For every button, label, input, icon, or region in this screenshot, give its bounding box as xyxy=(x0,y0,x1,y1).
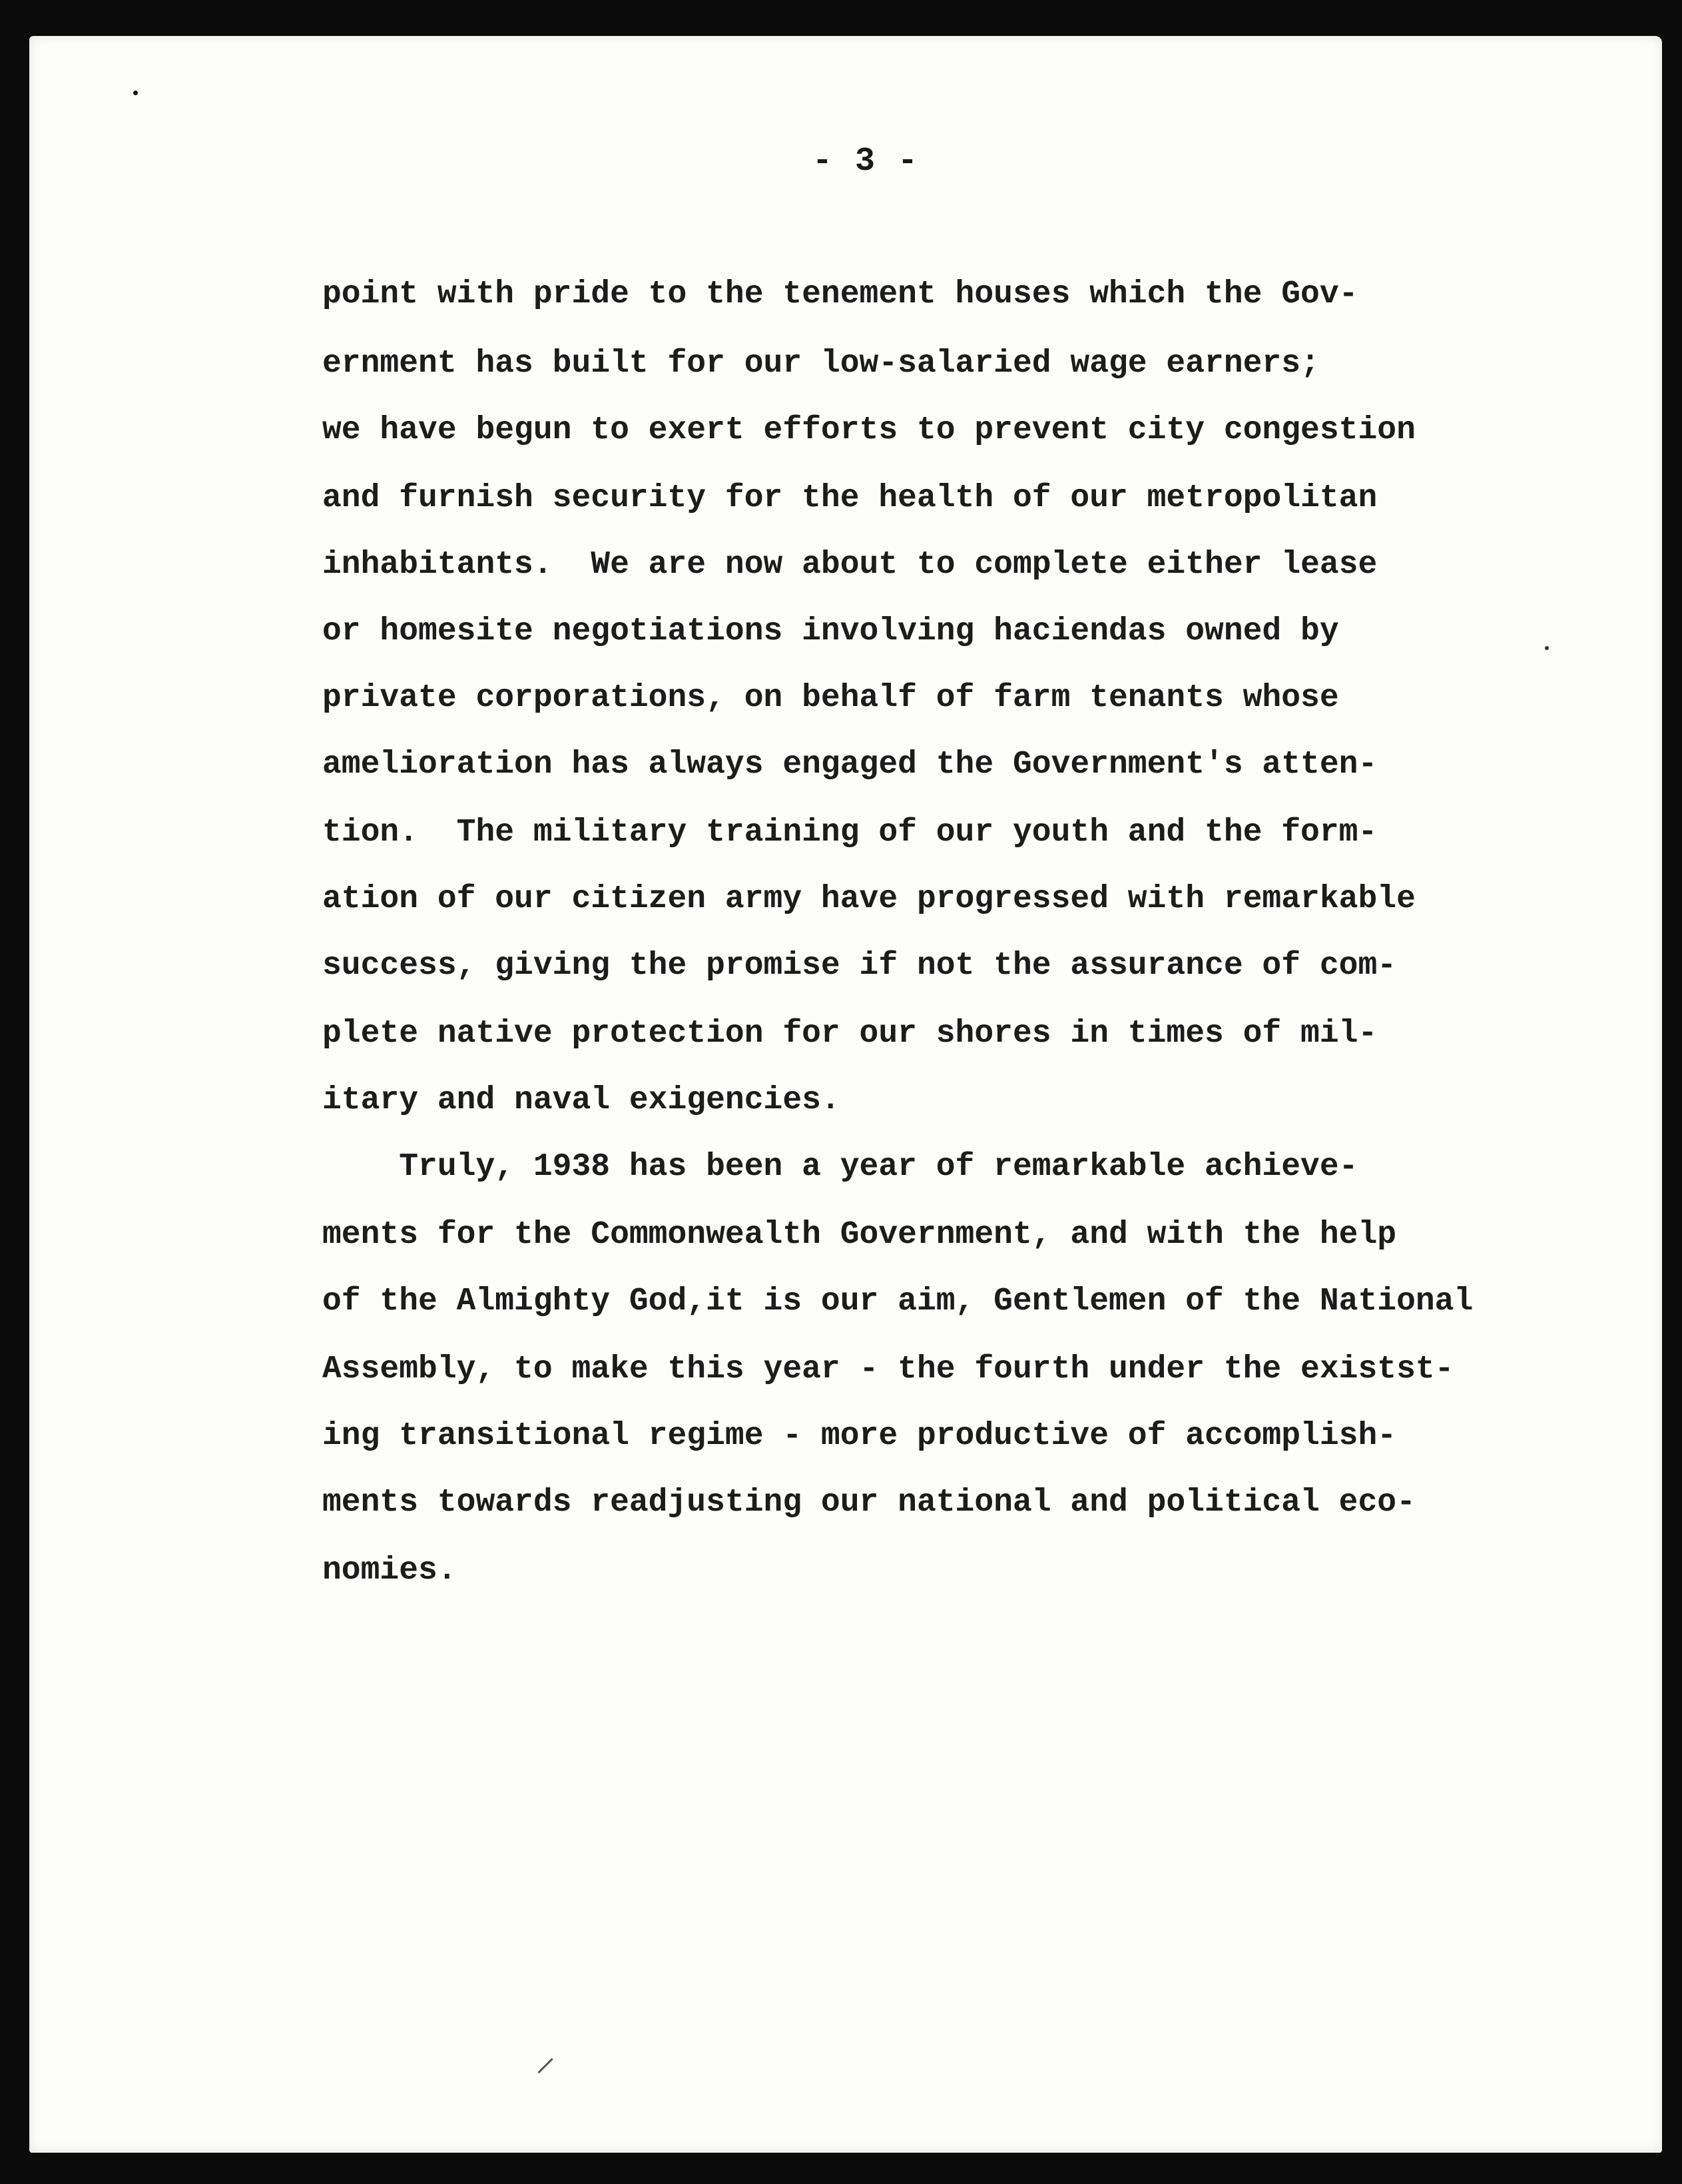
text-line: Truly, 1938 has been a year of remarkable achieve- xyxy=(322,1149,1358,1185)
pencil-tick xyxy=(537,2058,553,2073)
text-line: point with pride to the tenement houses which the Gov- xyxy=(322,276,1358,312)
text-line: amelioration has always engaged the Government's atten- xyxy=(322,747,1378,783)
text-line: ing transitional regime - more productive of accomplish- xyxy=(322,1418,1397,1454)
text-line: private corporations, on behalf of farm tenants whose xyxy=(322,680,1339,716)
ink-speck xyxy=(133,91,138,95)
text-line: or homesite negotiations involving haciendas owned by xyxy=(322,613,1339,649)
text-line: and furnish security for the health of our metropolitan xyxy=(322,480,1378,516)
margin-mark xyxy=(1545,646,1549,650)
text-line: ments towards readjusting our national and political eco- xyxy=(322,1485,1416,1521)
text-line: tion. The military training of our youth and the form- xyxy=(322,815,1378,851)
text-line: nomies. xyxy=(322,1553,457,1589)
text-line: plete native protection for our shores in times of mil- xyxy=(322,1016,1378,1052)
text-line: we have begun to exert efforts to prevent city congestion xyxy=(322,412,1416,448)
text-line: ments for the Commonwealth Government, and with the help xyxy=(322,1217,1397,1253)
text-line: ation of our citizen army have progressed with remarkable xyxy=(322,881,1416,917)
text-line: Assembly, to make this year - the fourth under the existst- xyxy=(322,1351,1454,1387)
text-line: inhabitants. We are now about to complete either lease xyxy=(322,547,1378,583)
text-line: success, giving the promise if not the assurance of com- xyxy=(322,948,1397,984)
text-line: ernment has built for our low-salaried wage earners; xyxy=(322,346,1320,382)
page-number: - 3 - xyxy=(812,143,920,181)
text-line: of the Almighty God,it is our aim, Gentlemen of the National xyxy=(322,1283,1474,1319)
text-line: itary and naval exigencies. xyxy=(322,1082,840,1118)
